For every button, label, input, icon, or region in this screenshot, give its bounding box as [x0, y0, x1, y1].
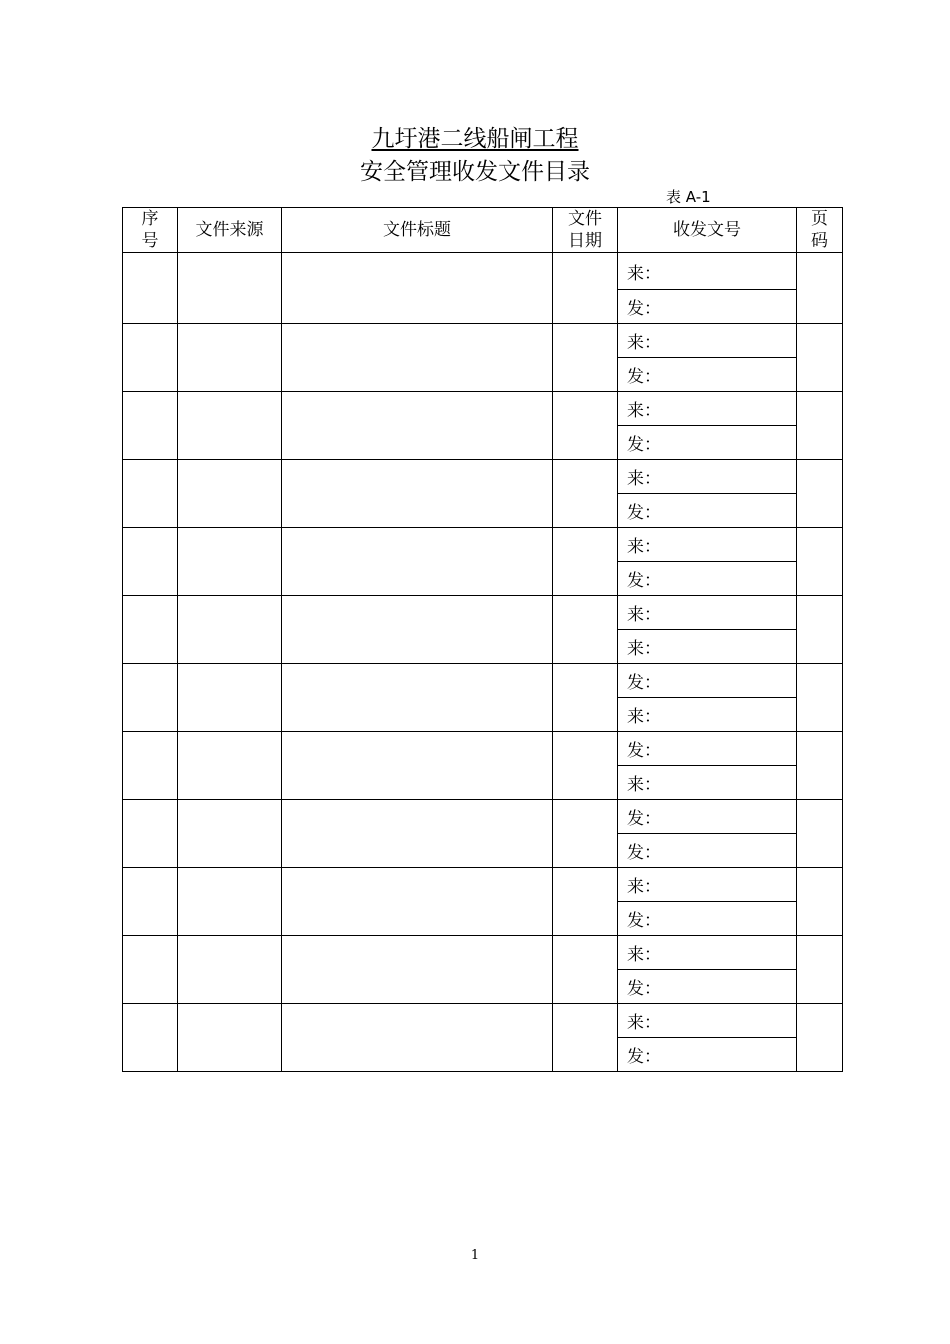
table-row	[123, 800, 843, 834]
header-serial-number	[123, 208, 178, 253]
table-body	[123, 253, 843, 1072]
table-row	[123, 936, 843, 970]
cell-serial-number[interactable]	[123, 460, 178, 528]
table-row	[123, 732, 843, 766]
cell-page-number[interactable]	[797, 460, 843, 528]
cell-serial-number[interactable]	[123, 732, 178, 800]
cell-page-number[interactable]	[797, 324, 843, 392]
cell-doc-number-line[interactable]: 来：	[618, 698, 797, 732]
cell-file-title[interactable]	[282, 324, 553, 392]
cell-doc-number-line[interactable]: 来：	[618, 766, 797, 800]
header-date-part2: 日期	[568, 231, 602, 251]
cell-doc-number-line[interactable]: 来：	[618, 324, 797, 358]
cell-file-title[interactable]	[282, 732, 553, 800]
cell-page-number[interactable]	[797, 664, 843, 732]
cell-file-title[interactable]	[282, 800, 553, 868]
cell-file-source[interactable]	[178, 253, 282, 324]
cell-file-title[interactable]	[282, 1004, 553, 1072]
document-catalog-table	[122, 207, 843, 1072]
cell-file-title[interactable]	[282, 868, 553, 936]
cell-doc-number-line[interactable]: 来：	[618, 936, 797, 970]
table-header-row	[123, 208, 843, 253]
cell-serial-number[interactable]	[123, 528, 178, 596]
cell-file-source[interactable]	[178, 596, 282, 664]
cell-doc-number-line[interactable]: 来：	[618, 868, 797, 902]
table-row	[123, 868, 843, 902]
cell-serial-number[interactable]	[123, 392, 178, 460]
cell-file-date[interactable]	[553, 324, 618, 392]
table-row	[123, 596, 843, 630]
cell-page-number[interactable]	[797, 596, 843, 664]
cell-page-number[interactable]	[797, 528, 843, 596]
header-serial-part1: 序	[141, 209, 159, 229]
cell-doc-number-line[interactable]: 来：	[618, 253, 797, 290]
cell-file-source[interactable]	[178, 1004, 282, 1072]
cell-doc-number-line[interactable]: 来：	[618, 1004, 797, 1038]
cell-doc-number-line[interactable]: 发：	[618, 426, 797, 460]
cell-page-number[interactable]	[797, 253, 843, 324]
cell-doc-number-line[interactable]: 来：	[618, 528, 797, 562]
table-row	[123, 664, 843, 698]
cell-file-date[interactable]	[553, 392, 618, 460]
cell-file-date[interactable]	[553, 460, 618, 528]
cell-doc-number-line[interactable]: 发：	[618, 358, 797, 392]
cell-doc-number-line[interactable]: 发：	[618, 1038, 797, 1072]
cell-file-source[interactable]	[178, 460, 282, 528]
cell-doc-number-line[interactable]: 来：	[618, 596, 797, 630]
cell-doc-number-line[interactable]: 来：	[618, 392, 797, 426]
table-code: 表 A-1	[666, 188, 711, 206]
cell-file-title[interactable]	[282, 664, 553, 732]
header-date-part1: 文件	[568, 209, 602, 229]
cell-serial-number[interactable]	[123, 800, 178, 868]
cell-file-date[interactable]	[553, 800, 618, 868]
cell-page-number[interactable]	[797, 936, 843, 1004]
cell-doc-number-line[interactable]: 发：	[618, 800, 797, 834]
cell-doc-number-line[interactable]: 发：	[618, 562, 797, 596]
page-number: 1	[470, 1248, 480, 1263]
header-page-number	[797, 208, 843, 253]
cell-file-title[interactable]	[282, 253, 553, 324]
cell-serial-number[interactable]	[123, 936, 178, 1004]
cell-serial-number[interactable]	[123, 596, 178, 664]
cell-doc-number-line[interactable]: 发：	[618, 834, 797, 868]
cell-file-source[interactable]	[178, 732, 282, 800]
cell-doc-number-line[interactable]: 发：	[618, 970, 797, 1004]
cell-doc-number-line[interactable]: 来：	[618, 630, 797, 664]
cell-doc-number-line[interactable]: 发：	[618, 902, 797, 936]
table-row	[123, 1004, 843, 1038]
table-row	[123, 253, 843, 290]
header-page-part1: 页	[811, 209, 828, 229]
table-row	[123, 324, 843, 358]
cell-file-date[interactable]	[553, 1004, 618, 1072]
header-file-date	[553, 208, 618, 253]
document-title: 安全管理收发文件目录	[360, 159, 590, 185]
cell-serial-number[interactable]	[123, 868, 178, 936]
header-file-source: 文件来源	[178, 208, 282, 253]
cell-file-date[interactable]	[553, 596, 618, 664]
cell-doc-number-line[interactable]: 发：	[618, 494, 797, 528]
cell-page-number[interactable]	[797, 800, 843, 868]
cell-page-number[interactable]	[797, 392, 843, 460]
cell-serial-number[interactable]	[123, 1004, 178, 1072]
cell-file-source[interactable]	[178, 868, 282, 936]
table-row	[123, 528, 843, 562]
cell-file-source[interactable]	[178, 936, 282, 1004]
cell-file-date[interactable]	[553, 936, 618, 1004]
header-page-part2: 码	[811, 231, 828, 251]
cell-file-source[interactable]	[178, 392, 282, 460]
table-row	[123, 460, 843, 494]
cell-page-number[interactable]	[797, 868, 843, 936]
cell-file-title[interactable]	[282, 936, 553, 1004]
header-serial-part2: 号	[141, 231, 159, 251]
cell-file-source[interactable]	[178, 664, 282, 732]
cell-file-date[interactable]	[553, 732, 618, 800]
cell-serial-number[interactable]	[123, 664, 178, 732]
cell-file-source[interactable]	[178, 800, 282, 868]
cell-file-title[interactable]	[282, 392, 553, 460]
project-title	[0, 124, 950, 154]
project-title-text: 九圩港二线船闸工程	[371, 126, 579, 152]
cell-file-title[interactable]	[282, 460, 553, 528]
cell-file-source[interactable]	[178, 324, 282, 392]
cell-file-date[interactable]	[553, 253, 618, 324]
header-document-number: 收发文号	[618, 208, 797, 253]
cell-serial-number[interactable]	[123, 253, 178, 324]
cell-doc-number-line[interactable]: 发：	[618, 732, 797, 766]
cell-doc-number-line[interactable]: 来：	[618, 460, 797, 494]
cell-file-title[interactable]	[282, 528, 553, 596]
cell-file-title[interactable]	[282, 596, 553, 664]
cell-file-date[interactable]	[553, 528, 618, 596]
cell-file-source[interactable]	[178, 528, 282, 596]
cell-file-date[interactable]	[553, 664, 618, 732]
cell-page-number[interactable]	[797, 732, 843, 800]
cell-doc-number-line[interactable]: 发：	[618, 664, 797, 698]
cell-serial-number[interactable]	[123, 324, 178, 392]
cell-doc-number-line[interactable]: 发：	[618, 290, 797, 324]
header-file-title: 文件标题	[282, 208, 553, 253]
table-row	[123, 392, 843, 426]
cell-page-number[interactable]	[797, 1004, 843, 1072]
cell-file-date[interactable]	[553, 868, 618, 936]
